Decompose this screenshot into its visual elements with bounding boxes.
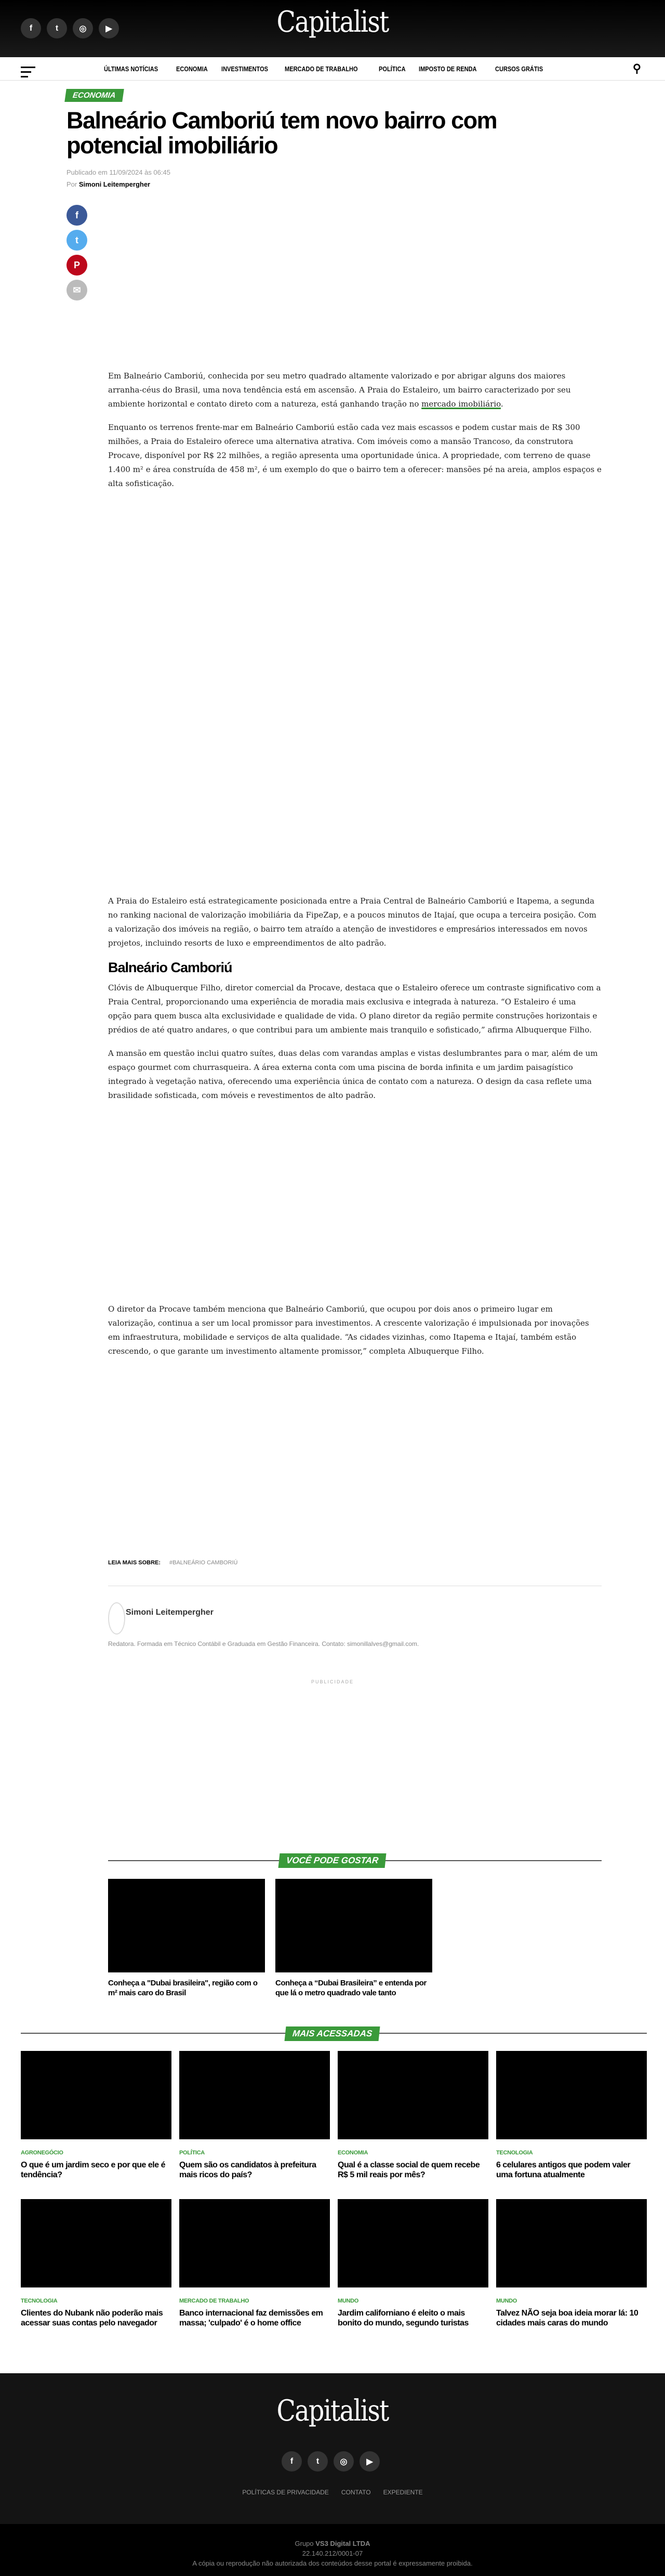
group-name: VS3 Digital LTDA: [315, 2540, 370, 2547]
main-nav: [0, 57, 665, 81]
nav-item[interactable]: INVESTIMENTOS: [221, 65, 269, 73]
footer: [0, 2373, 665, 2524]
card-title[interactable]: Conheça a “Dubai Brasileira” e entenda por que lá o metro quadrado vale tanto: [275, 1979, 427, 1997]
instagram-icon[interactable]: ◎: [73, 18, 93, 38]
card-title[interactable]: O que é um jardim seco e por que ele é tendência?: [21, 2161, 165, 2179]
card-image[interactable]: [496, 2199, 647, 2287]
paragraph: O diretor da Procave também menciona que Balneário Camboriú, que ocupou por dois anos o primeiro lugar em valorização, continua a ser um local promissor para investimentos. A crescente valorização é impulsionada por inovações em infraestrutura, mobilidade e serviços de alta qualidade. “As cidades vizinhas, como Itapema e Itajaí, também estão crescendo, o que garante um investimento altamente promissor,” completa Albuquerque Filho.: [108, 1304, 589, 1356]
search-icon[interactable]: ⚲: [632, 62, 641, 75]
nav-item[interactable]: CURSOS GRÁTIS: [495, 65, 543, 73]
share-pinterest-icon[interactable]: P: [66, 255, 87, 276]
instagram-icon[interactable]: ◎: [334, 2451, 354, 2472]
menu-icon[interactable]: [21, 67, 36, 81]
by-label: Por: [66, 180, 77, 188]
section-label: MAIS ACESSADAS: [285, 2026, 380, 2041]
card-title[interactable]: Jardim californiano é eleito o mais bonito do mundo, segundo turistas: [338, 2309, 469, 2327]
footer-bottom: [0, 2524, 665, 2576]
category-tag[interactable]: ECONOMIA: [64, 89, 124, 102]
paragraph: Clóvis de Albuquerque Filho, diretor comercial da Procave, destaca que o Estaleiro oferece um contraste significativo com a Praia Central, proporcionando uma experiência de moradia mais exclusiva e integrada à natureza. “O Estaleiro é uma opção para quem busca alta exclusividade e qualidade de vida. O plano diretor da região permite construções horizontais e prédios de até quatro andares, o que contribui para um ambiente mais tranquilo e sofisticado,” afirma Albuquerque Filho.: [108, 983, 601, 1035]
card-image[interactable]: [275, 1879, 432, 1972]
nav-item[interactable]: ÚLTIMAS NOTÍCIAS: [104, 65, 158, 73]
card-image[interactable]: [338, 2051, 488, 2139]
twitter-icon[interactable]: t: [47, 18, 67, 38]
facebook-icon[interactable]: f: [21, 18, 41, 38]
card-image[interactable]: [338, 2199, 488, 2287]
author-avatar[interactable]: [108, 1602, 125, 1634]
article-body-1: [108, 369, 602, 500]
card-image[interactable]: [21, 2199, 171, 2287]
ad-label: PUBLICIDADE: [311, 1679, 354, 1684]
card-category[interactable]: AGRONEGÓCIO: [21, 2150, 63, 2156]
card-category[interactable]: POLÍTICA: [179, 2150, 205, 2156]
card-title[interactable]: Conheça a "Dubai brasileira", região com o m² mais caro do Brasil: [108, 1979, 258, 1997]
publish-date: Publicado em 11/09/2024 às 06:45: [66, 168, 170, 176]
card-title[interactable]: Banco internacional faz demissões em massa; 'culpado' é o home office: [179, 2309, 323, 2327]
share-twitter-icon[interactable]: t: [66, 230, 87, 251]
card-title[interactable]: Qual é a classe social de quem recebe R$ 5 mil reais por mês?: [338, 2161, 480, 2179]
punct: .: [500, 399, 503, 409]
facebook-icon[interactable]: f: [282, 2451, 302, 2472]
card-category[interactable]: MUNDO: [496, 2298, 517, 2304]
card-category[interactable]: TECNOLOGIA: [21, 2298, 58, 2304]
footer-link[interactable]: EXPEDIENTE: [383, 2489, 423, 2496]
article-body-3: [108, 1302, 602, 1368]
nav-item[interactable]: IMPOSTO DE RENDA: [419, 65, 477, 73]
author-bio: Redatora. Formada em Técnico Contábil e Graduada em Gestão Financeira. Contato: simonillalves@gmail.com.: [108, 1640, 419, 1647]
section-label: VOCÊ PODE GOSTAR: [278, 1853, 387, 1868]
paragraph: Em Balneário Camboriú, conhecida por seu metro quadrado altamente valorizado e por abrigar alguns dos maiores arranha-céus do Brasil, uma nova tendência está em ascensão. A Praia do Estaleiro, um bairro caracterizado por seu ambiente horizontal e contato direto com a natureza, está ganhando tração no: [108, 371, 571, 409]
twitter-icon[interactable]: t: [308, 2451, 328, 2472]
card-category[interactable]: MERCADO DE TRABALHO: [179, 2298, 249, 2304]
article-body-2: [108, 894, 602, 1112]
author-name[interactable]: Simoni Leitempergher: [126, 1608, 214, 1617]
card-title[interactable]: Quem são os candidatos à prefeitura mais ricos do país?: [179, 2161, 316, 2179]
paragraph: A mansão em questão inclui quatro suítes, duas delas com varandas amplas e vistas deslumbrantes para o mar, além de um espaço gourmet com churrasqueira. A área externa conta com uma piscina de borda infinita e um jardim paisagístico integrado à vegetação nativa, oferecendo uma experiência única de contato com a natureza. O design da casa reflete uma brasilidade sofisticada, com móveis e revestimentos de alto padrão.: [108, 1049, 598, 1100]
group-prefix: Grupo: [295, 2540, 314, 2547]
nav-item[interactable]: POLÍTICA: [379, 65, 406, 73]
card-category[interactable]: TECNOLOGIA: [496, 2150, 533, 2156]
top-header: [0, 0, 665, 57]
youtube-icon[interactable]: ▶: [360, 2451, 380, 2472]
cnpj: 22.140.212/0001-07: [302, 2549, 363, 2557]
author-link[interactable]: Simoni Leitempergher: [78, 180, 151, 188]
share-facebook-icon[interactable]: f: [66, 205, 87, 226]
read-more-label: LEIA MAIS SOBRE:: [108, 1560, 161, 1566]
copyright: A cópia ou reprodução não autorizada dos conteúdos desse portal é expressamente proibida.: [192, 2559, 473, 2567]
card-image[interactable]: [179, 2051, 330, 2139]
card-title[interactable]: 6 celulares antigos que podem valer uma fortuna atualmente: [496, 2161, 631, 2179]
card-image[interactable]: [496, 2051, 647, 2139]
card-category[interactable]: ECONOMIA: [338, 2150, 368, 2156]
paragraph: A Praia do Estaleiro está estrategicamente posicionada entre a Praia Central de Balneário Camboriú e Itapema, a segunda no ranking nacional de valorização imobiliária da FipeZap, e a poucos minutos de Itajaí, que ocupa a terceira posição. Com a valorização dos imóveis na região, o bairro tem atraído a atenção de investidores e empresários interessados em novos projetos, incluindo resorts de luxo e empreendimentos de alto padrão.: [108, 896, 596, 948]
inline-link[interactable]: mercado imobiliário: [421, 399, 501, 409]
paragraph: Enquanto os terrenos frente-mar em Balneário Camboriú estão cada vez mais escassos e podem custar mais de R$ 300 milhões, a Praia do Estaleiro oferece uma alternativa atrativa. Com imóveis como a mansão Trancoso, da construtora Procave, disponível por R$ 22 milhões, a região apresenta uma oportunidade única. A propriedade, com terreno de quase 1.400 m² e área construída de 458 m², é um exemplo do que o bairro tem a oferecer: mansões pé na areia, amplos espaços e alta sofisticação.: [108, 423, 602, 488]
tag-link[interactable]: #BALNEÁRIO CAMBORIÚ: [169, 1560, 238, 1566]
header-social-links: [21, 18, 119, 38]
card-title[interactable]: Clientes do Nubank não poderão mais acessar suas contas pelo navegador: [21, 2309, 163, 2327]
footer-link[interactable]: CONTATO: [341, 2489, 371, 2496]
card-title[interactable]: Talvez NÃO seja boa ideia morar lá: 10 cidades mais caras do mundo: [496, 2309, 639, 2327]
nav-item[interactable]: MERCADO DE TRABALHO: [284, 65, 358, 73]
card-category[interactable]: MUNDO: [338, 2298, 359, 2304]
card-image[interactable]: [21, 2051, 171, 2139]
card-image[interactable]: [179, 2199, 330, 2287]
share-email-icon[interactable]: ✉: [66, 280, 87, 300]
footer-logo[interactable]: Capitalist: [276, 2394, 389, 2428]
nav-item[interactable]: ECONOMIA: [176, 65, 208, 73]
section-heading: Balneário Camboriú: [108, 960, 232, 975]
article-title: Balneário Camboriú tem novo bairro com potencial imobiliário: [66, 107, 497, 159]
footer-social-links: [282, 2451, 380, 2472]
footer-link[interactable]: POLÍTICAS DE PRIVACIDADE: [242, 2489, 329, 2496]
card-image[interactable]: [108, 1879, 265, 1972]
site-logo[interactable]: Capitalist: [276, 5, 389, 39]
youtube-icon[interactable]: ▶: [99, 18, 119, 38]
